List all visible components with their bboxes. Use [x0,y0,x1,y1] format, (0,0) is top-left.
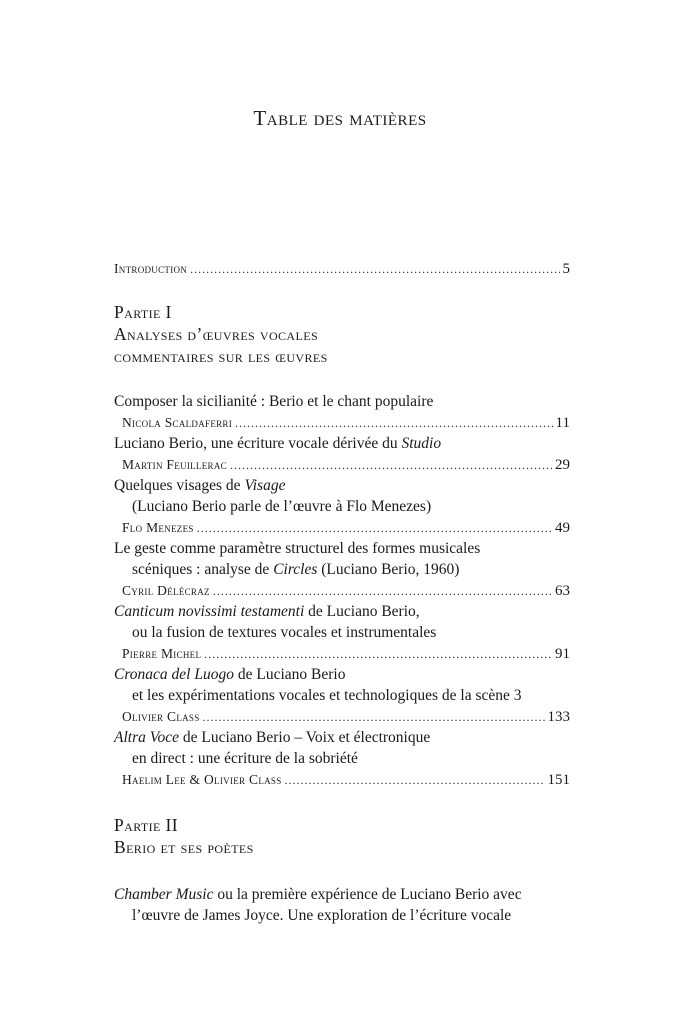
entry-title-text: (Luciano Berio parle de l’œuvre à Flo Menezes) [132,498,432,515]
entry-author-row [114,643,570,664]
dot-leader [190,259,559,280]
introduction-label: Introduction [114,261,188,276]
dot-leader [203,707,545,728]
entry-title-line [114,475,570,496]
entry-title-line [114,559,570,580]
entry-author: Martin Feuillerac [122,457,227,472]
dot-leader [197,518,552,539]
entry-title-italic: Visage [244,477,286,494]
entry-author-row [114,769,570,790]
entry-title-text: en direct : une écriture de la sobriété [132,750,358,767]
entry-author: Olivier Class [122,709,200,724]
page-number: 49 [555,520,570,536]
dot-leader [235,413,553,434]
entry-title-italic: Canticum novissimi testamenti [114,603,305,620]
entry-title-text: l’œuvre de James Joyce. Une exploration de l’écriture vocale [132,907,512,924]
entry-title-text: ou la première expérience de Luciano Berio avec [213,886,522,903]
entry-author-row [114,706,570,727]
entry-title-text: de Luciano Berio – Voix et électronique [179,729,431,746]
entry-author-row [114,580,570,601]
dot-leader [204,644,552,665]
entry-author: Pierre Michel [122,646,202,661]
entry-title-text: scéniques : analyse de [132,561,274,578]
entry-title-line [114,601,570,622]
entry-title-line [114,664,570,685]
toc-entry[interactable] [114,538,570,601]
entry-title-line [114,538,570,559]
table-of-contents [114,258,570,926]
part-1-subtitle: Analyses d’œuvres vocales [114,324,319,344]
part-1-heading [114,301,570,367]
entry-author: Flo Menezes [122,520,194,535]
entry-author-row [114,412,570,433]
entry-title-text: Luciano Berio, une écriture vocale dérivée du [114,435,402,452]
entry-title-line [114,496,570,517]
part-1-subtitle-2: commentaires sur les œuvres [114,346,328,366]
entry-title-text: Composer la sicilianité : Berio et le chant populaire [114,393,434,410]
toc-entry[interactable] [114,391,570,433]
entry-title-text: ou la fusion de textures vocales et instrumentales [132,624,437,641]
entry-title-line [114,685,570,706]
entry-author-row [114,517,570,538]
entry-author: Nicola Scaldaferri [122,415,233,430]
entry-title-italic: Studio [401,435,442,452]
entry-title-italic: Cronaca del Luogo [114,666,234,683]
entry-title-italic: Circles [273,561,318,578]
toc-entry[interactable] [114,664,570,727]
toc-introduction-row[interactable] [114,258,570,279]
entry-author: Haelim Lee & Olivier Class [122,772,282,787]
part-1-label: Partie I [114,302,172,322]
page-number: 11 [555,415,570,431]
entry-title-italic: Altra Voce [114,729,179,746]
entry-title-line [114,748,570,769]
entry-author: Cyril Délécraz [122,583,210,598]
entry-title-line [114,905,570,926]
toc-entry[interactable] [114,601,570,664]
entry-title-text: Quelques visages de [114,477,245,494]
part-2-subtitle: Berio et ses poètes [114,837,254,857]
toc-entry[interactable] [114,475,570,538]
entry-title-line [114,433,570,454]
page-number: 29 [555,457,570,473]
part-2-heading [114,814,570,858]
entry-title-line [114,622,570,643]
entry-title-line [114,727,570,748]
part-2-entries [114,884,570,926]
toc-entry[interactable] [114,884,570,926]
toc-entry[interactable] [114,433,570,475]
entry-author-row [114,454,570,475]
entry-title-italic: Chamber Music [114,886,214,903]
page-number: 151 [547,772,570,788]
dot-leader [285,770,545,791]
page-title: Table des matières [253,106,427,130]
entry-title-text: (Luciano Berio, 1960) [317,561,460,578]
entry-title-line [114,391,570,412]
dot-leader [230,455,552,476]
page-number: 63 [555,583,570,599]
entry-title-text: et les expérimentations vocales et technologiques de la scène 3 [132,687,522,704]
part-2-label: Partie II [114,815,178,835]
part-1-entries [114,391,570,790]
entry-title-text: de Luciano Berio, [304,603,420,620]
dot-leader [213,581,552,602]
entry-title-text: Le geste comme paramètre structurel des formes musicales [114,540,481,557]
entry-title-text: de Luciano Berio [233,666,346,683]
page-number: 91 [555,646,570,662]
page-number: 5 [562,261,570,277]
entry-title-line [114,884,570,905]
page-number: 133 [547,709,570,725]
toc-entry[interactable] [114,727,570,790]
